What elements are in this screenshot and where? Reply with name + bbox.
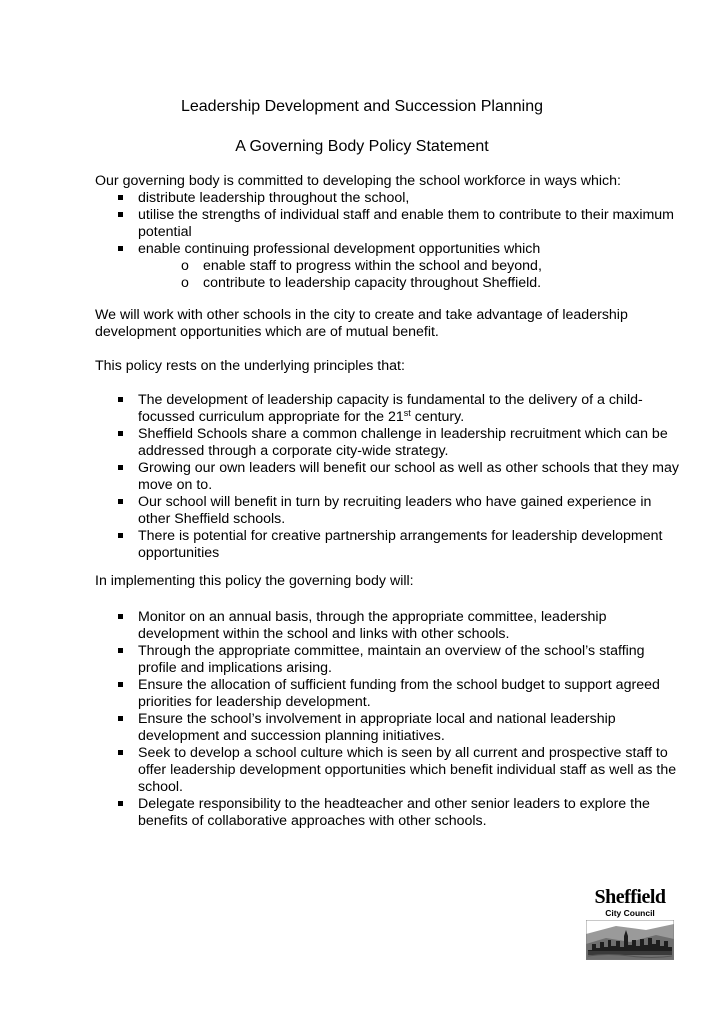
sublist-item: o contribute to leadership capacity throughout Sheffield. <box>138 275 685 292</box>
list-item: Growing our own leaders will benefit our school as well as other schools that they may move on to. <box>95 460 685 494</box>
principles-list <box>95 392 685 562</box>
sublist-item: o enable staff to progress within the school and beyond, <box>138 258 685 275</box>
list-item: distribute leadership throughout the school, <box>95 190 685 207</box>
list-item: Our school will benefit in turn by recruiting leaders who have gained experience in other Sheffield schools. <box>95 494 685 528</box>
intro-sublist <box>138 258 685 292</box>
list-item: utilise the strengths of individual staff and enable them to contribute to their maximum potential <box>95 207 685 241</box>
list-item: Seek to develop a school culture which is seen by all current and prospective staff to offer leadership development opportunities which benefit individual staff as well as the school. <box>95 745 685 796</box>
list-item: Ensure the allocation of sufficient funding from the school budget to support agreed priorities for leadership development. <box>95 677 685 711</box>
list-item: Delegate responsibility to the headteacher and other senior leaders to explore the benefits of collaborative approaches with other schools. <box>95 796 685 830</box>
list-item-text-end: century. <box>410 409 465 425</box>
logo-subtitle: City Council <box>605 908 655 918</box>
list-item-text: enable continuing professional development opportunities which <box>138 241 541 257</box>
implementation-lead: In implementing this policy the governing body will: <box>95 573 414 589</box>
intro-section <box>95 173 685 292</box>
logo-wordmark: Sheffield <box>594 886 666 908</box>
list-item: Through the appropriate committee, maintain an overview of the school’s staffing profile and implications arising. <box>95 643 685 677</box>
list-item <box>95 392 685 426</box>
sheffield-city-council-logo <box>584 886 676 960</box>
document-title: Leadership Development and Succession Planning <box>180 98 543 115</box>
list-item: There is potential for creative partnership arrangements for leadership development opportunities <box>95 528 685 562</box>
list-item: Sheffield Schools share a common challenge in leadership recruitment which can be addressed through a corporate city-wide strategy. <box>95 426 685 460</box>
principles-lead: This policy rests on the underlying principles that: <box>95 358 405 374</box>
ordinal-suffix: st <box>403 408 411 418</box>
list-item: Ensure the school’s involvement in appropriate local and national leadership development and succession planning initiatives. <box>95 711 685 745</box>
cooperation-paragraph: We will work with other schools in the city to create and take advantage of leadership development opportunities which are of mutual benefit. <box>95 307 628 340</box>
list-item-text: The development of leadership capacity is fundamental to the delivery of a child-focussed curriculum appropriate for the 21 <box>138 392 643 425</box>
city-skyline-icon <box>586 920 674 960</box>
list-item <box>95 241 685 292</box>
intro-lead: Our governing body is committed to developing the school workforce in ways which: <box>95 173 621 189</box>
list-item: Monitor on an annual basis, through the appropriate committee, leadership development within the school and links with other schools. <box>95 609 685 643</box>
document-subtitle: A Governing Body Policy Statement <box>235 138 489 155</box>
implementation-list <box>95 609 685 830</box>
intro-list <box>95 190 685 292</box>
